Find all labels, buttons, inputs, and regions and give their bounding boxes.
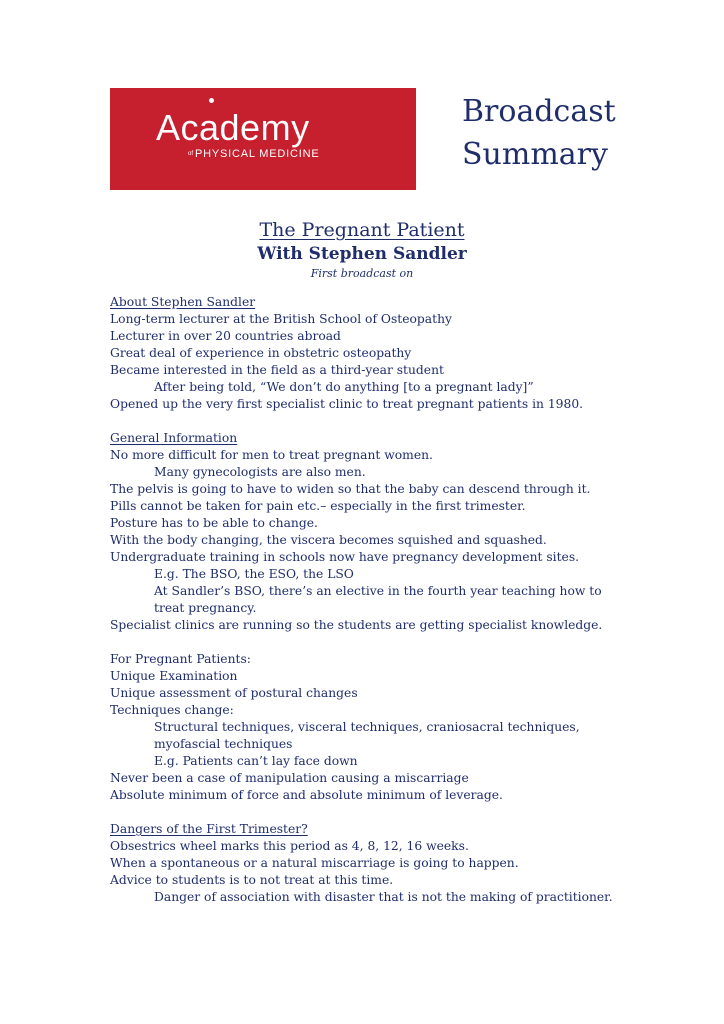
text-line: Opened up the very first specialist clinic to treat pregnant patients in 1980. [110, 397, 584, 411]
text-line: Long-term lecturer at the British School of Osteopathy [110, 312, 452, 326]
text-line: Techniques change: [110, 703, 234, 717]
section-spacer [110, 804, 630, 821]
document-title: The Pregnant Patient [259, 219, 465, 241]
section-spacer [110, 634, 630, 651]
section-heading: Dangers of the First Trimester? [110, 822, 308, 836]
logo-name: Academy [156, 107, 310, 148]
indented-text-line: E.g. The BSO, the ESO, the LSO [154, 567, 354, 581]
logo-sub-text: PHYSICAL MEDICINE [195, 148, 320, 160]
document-body [110, 294, 630, 906]
indented-text-line: Many gynecologists are also men. [154, 465, 366, 479]
broadcast-summary-title: Broadcast Summary [462, 94, 616, 172]
section-spacer [110, 413, 630, 430]
text-line: Lecturer in over 20 countries abroad [110, 329, 341, 343]
text-line: With the body changing, the viscera becomes squished and squashed. [110, 533, 547, 547]
indented-text-line: myofascial techniques [154, 737, 293, 751]
section-heading: General Information [110, 431, 238, 445]
text-line: Never been a case of manipulation causing a miscarriage [110, 771, 469, 785]
indented-text-line: At Sandler’s BSO, there’s an elective in the fourth year teaching how to [154, 584, 602, 598]
logo-dot-ornament [209, 98, 214, 103]
text-line: Unique Examination [110, 669, 238, 683]
logo-subtitle [188, 148, 319, 160]
text-line: Posture has to be able to change. [110, 516, 318, 530]
broadcast-note: First broadcast on [310, 267, 414, 280]
section-heading: About Stephen Sandler [110, 295, 256, 309]
text-line: Obsestrics wheel marks this period as 4, 8, 12, 16 weeks. [110, 839, 469, 853]
section-heading: For Pregnant Patients: [110, 652, 251, 666]
indented-text-line: Danger of association with disaster that is not the making of practitioner. [154, 890, 613, 904]
text-line: Great deal of experience in obstetric osteopathy [110, 346, 412, 360]
text-line: No more difficult for men to treat pregnant women. [110, 448, 433, 462]
indented-text-line: After being told, “We don’t do anything [to a pregnant lady]” [154, 380, 534, 394]
indented-text-line: treat pregnancy. [154, 601, 257, 615]
text-line: The pelvis is going to have to widen so that the baby can descend through it. [110, 482, 591, 496]
text-line: Unique assessment of postural changes [110, 686, 358, 700]
text-line: Specialist clinics are running so the students are getting specialist knowledge. [110, 618, 603, 632]
text-line: Pills cannot be taken for pain etc.– especially in the first trimester. [110, 499, 526, 513]
logo-sub-of: of [188, 151, 194, 158]
indented-text-line: Structural techniques, visceral techniques, craniosacral techniques, [154, 720, 580, 734]
text-line: When a spontaneous or a natural miscarriage is going to happen. [110, 856, 519, 870]
academy-logo [110, 88, 416, 190]
text-line: Advice to students is to not treat at this time. [110, 873, 394, 887]
text-line: Absolute minimum of force and absolute minimum of leverage. [110, 788, 503, 802]
text-line: Became interested in the field as a third-year student [110, 363, 444, 377]
document-subtitle: With Stephen Sandler [257, 244, 467, 264]
text-line: Undergraduate training in schools now have pregnancy development sites. [110, 550, 580, 564]
indented-text-line: E.g. Patients can’t lay face down [154, 754, 358, 768]
